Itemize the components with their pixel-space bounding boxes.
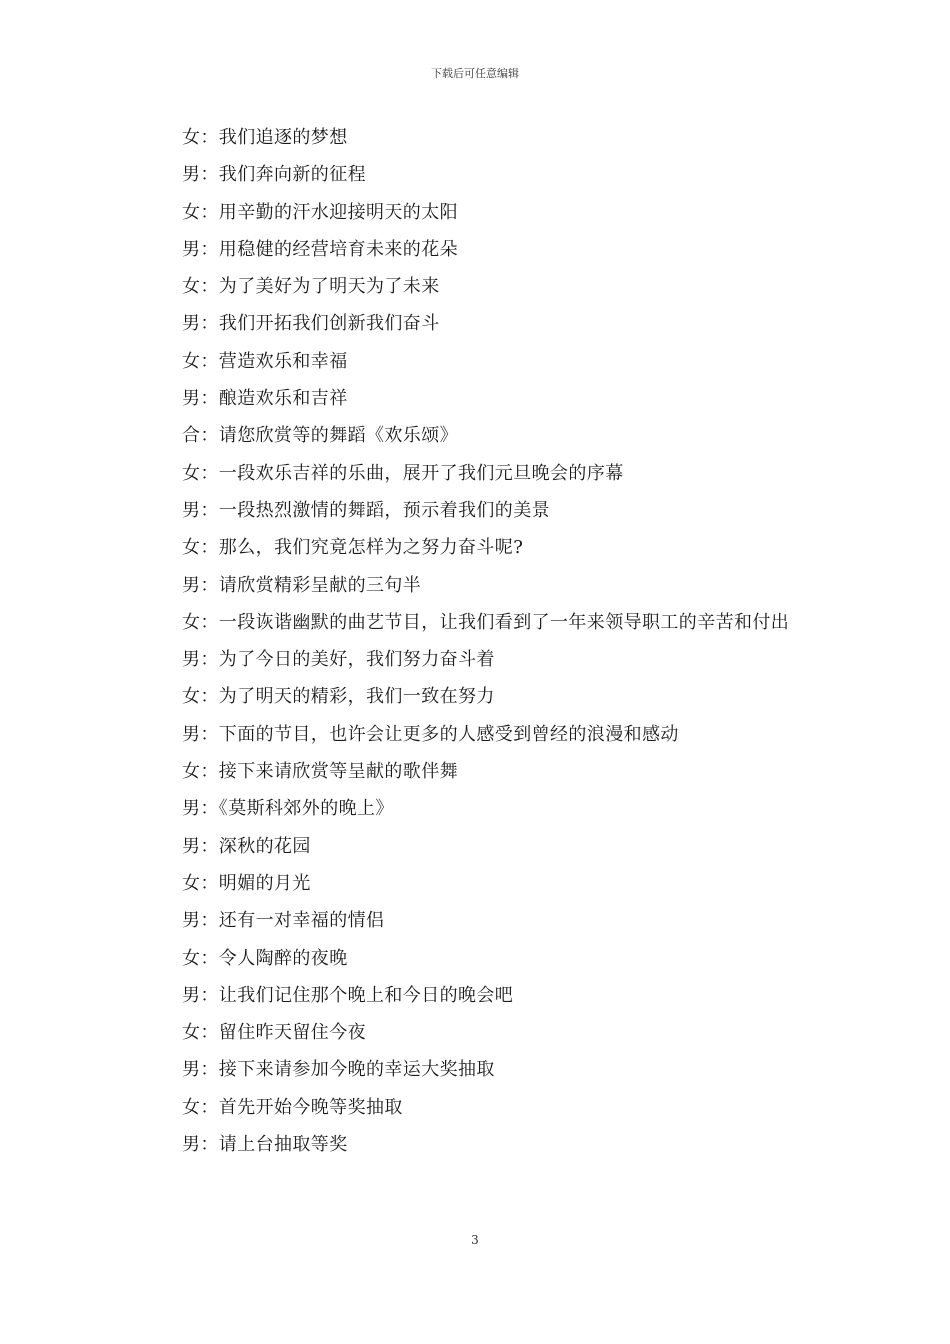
dialogue-line: 男：酿造欢乐和吉祥 (182, 388, 348, 410)
document-body (145, 119, 813, 1163)
dialogue-line: 女：那么，我们究竟怎样为之努力奋斗呢? (182, 537, 524, 559)
dialogue-line: 男：我们开拓我们创新我们奋斗 (182, 313, 440, 335)
dialogue-line: 合：请您欣赏等的舞蹈《欢乐颂》 (182, 425, 458, 447)
dialogue-line: 女：留住昨天留住今夜 (182, 1022, 366, 1044)
dialogue-line: 女：我们追逐的梦想 (182, 127, 348, 148)
dialogue-line: 男：我们奔向新的征程 (182, 164, 366, 186)
page-header: 下载后可任意编辑 (431, 67, 519, 80)
dialogue-line: 女：为了美好为了明天为了未来 (182, 276, 440, 298)
dialogue-line: 男：为了今日的美好，我们努力奋斗着 (182, 649, 495, 671)
dialogue-line: 男：一段热烈激情的舞蹈，预示着我们的美景 (182, 499, 550, 521)
dialogue-line: 女：用辛勤的汗水迎接明天的太阳 (182, 201, 458, 223)
dialogue-line: 女：令人陶醉的夜晚 (182, 947, 348, 969)
dialogue-line: 男：请上台抽取等奖 (182, 1134, 348, 1156)
dialogue-line: 男：让我们记住那个晚上和今日的晚会吧 (182, 984, 514, 1006)
dialogue-line: 女：一段欢乐吉祥的乐曲，展开了我们元旦晚会的序幕 (182, 462, 624, 484)
dialogue-line: 女：一段诙谐幽默的曲艺节目，让我们看到了一年来领导职工的辛苦和付出 (182, 611, 790, 633)
dialogue-line: 女：接下来请欣赏等呈献的歌伴舞 (182, 761, 458, 783)
page-number: 3 (471, 1233, 479, 1247)
dialogue-line: 男：《莫斯科郊外的晚上》 (182, 798, 394, 820)
dialogue-line: 女：首先开始今晚等奖抽取 (182, 1096, 403, 1118)
dialogue-line: 男：还有一对幸福的情侣 (182, 910, 385, 932)
dialogue-line: 男：下面的节目，也许会让更多的人感受到曾经的浪漫和感动 (182, 723, 679, 745)
dialogue-line: 女：明媚的月光 (182, 872, 311, 894)
dialogue-line: 男：请欣赏精彩呈献的三句半 (182, 574, 422, 596)
dialogue-line: 男：深秋的花园 (182, 835, 311, 857)
dialogue-line: 男：接下来请参加今晚的幸运大奖抽取 (182, 1059, 495, 1081)
dialogue-line: 女：为了明天的精彩，我们一致在努力 (182, 686, 495, 708)
dialogue-line: 女：营造欢乐和幸福 (182, 350, 348, 372)
dialogue-line: 男：用稳健的经营培育未来的花朵 (182, 238, 458, 260)
